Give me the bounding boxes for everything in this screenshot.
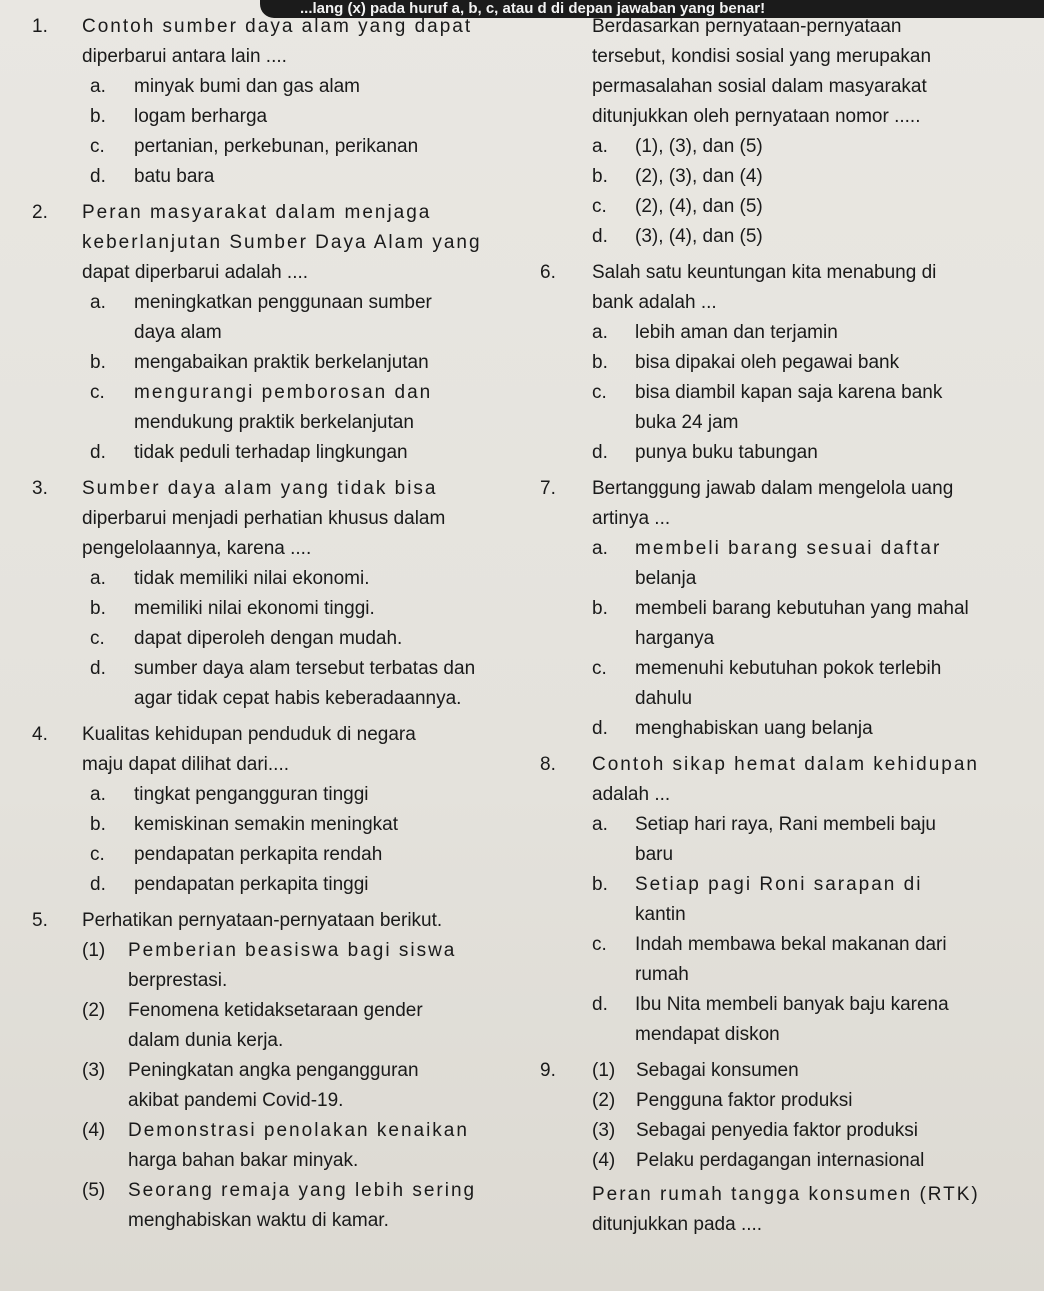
option-b[interactable] bbox=[90, 594, 532, 624]
question-4 bbox=[32, 720, 532, 900]
option-letter: c. bbox=[592, 196, 607, 217]
option-line: bisa diambil kapan saja karena bank bbox=[635, 382, 943, 403]
option-text bbox=[635, 870, 1040, 930]
instruction-text: ...lang (x) pada huruf a, b, c, atau d di depan jawaban yang benar! bbox=[300, 0, 766, 17]
option-d[interactable] bbox=[592, 714, 1040, 744]
question-number: 6. bbox=[540, 262, 556, 283]
option-c[interactable] bbox=[90, 132, 532, 162]
question-text bbox=[82, 906, 532, 936]
question-text bbox=[592, 12, 1040, 132]
option-text bbox=[134, 288, 532, 348]
option-text bbox=[635, 810, 1040, 870]
option-text bbox=[134, 564, 532, 594]
statement-line: harga bahan bakar minyak. bbox=[128, 1150, 359, 1171]
statement-text bbox=[636, 1056, 1040, 1086]
option-a[interactable] bbox=[592, 534, 1040, 594]
question-line: dapat diperbarui adalah .... bbox=[82, 262, 309, 283]
option-text bbox=[635, 714, 1040, 744]
question-line: maju dapat dilihat dari.... bbox=[82, 754, 290, 775]
question-6 bbox=[540, 258, 1040, 468]
option-line: pendapatan perkapita rendah bbox=[134, 844, 383, 865]
statement-line: Pemberian beasiswa bagi siswa bbox=[128, 940, 457, 961]
option-letter: d. bbox=[592, 226, 608, 247]
option-letter: a. bbox=[592, 814, 608, 835]
question-line: ditunjukkan pada .... bbox=[592, 1214, 763, 1235]
option-line: Ibu Nita membeli banyak baju karena bbox=[635, 994, 949, 1015]
option-text bbox=[134, 840, 532, 870]
option-text bbox=[134, 870, 532, 900]
option-text bbox=[134, 102, 532, 132]
option-line: membeli barang kebutuhan yang mahal bbox=[635, 598, 969, 619]
statement-item bbox=[82, 936, 532, 996]
option-d[interactable] bbox=[90, 162, 532, 192]
option-letter: c. bbox=[592, 658, 607, 679]
option-text bbox=[635, 132, 1040, 162]
option-line: kemiskinan semakin meningkat bbox=[134, 814, 399, 835]
option-a[interactable] bbox=[592, 132, 1040, 162]
option-line: agar tidak cepat habis keberadaannya. bbox=[134, 688, 462, 709]
option-b[interactable] bbox=[592, 162, 1040, 192]
option-d[interactable] bbox=[90, 654, 532, 714]
option-line: pendapatan perkapita tinggi bbox=[134, 874, 369, 895]
statement-item bbox=[592, 1146, 1040, 1176]
option-letter: c. bbox=[90, 844, 105, 865]
statement-line: Fenomena ketidaksetaraan gender bbox=[128, 1000, 423, 1021]
option-letter: d. bbox=[592, 994, 608, 1015]
option-letter: d. bbox=[90, 658, 106, 679]
question-line: Berdasarkan pernyataan-pernyataan bbox=[592, 16, 902, 37]
option-letter: b. bbox=[592, 352, 608, 373]
option-text bbox=[635, 378, 1040, 438]
statement-line: akibat pandemi Covid-19. bbox=[128, 1090, 344, 1111]
option-letter: c. bbox=[90, 382, 105, 403]
option-text bbox=[134, 348, 532, 378]
statement-number: (1) bbox=[82, 940, 106, 961]
option-line: Setiap hari raya, Rani membeli baju bbox=[635, 814, 936, 835]
option-a[interactable] bbox=[592, 318, 1040, 348]
option-letter: b. bbox=[592, 598, 608, 619]
option-text bbox=[635, 192, 1040, 222]
statement-line: menghabiskan waktu di kamar. bbox=[128, 1210, 389, 1231]
option-line: tingkat pengangguran tinggi bbox=[134, 784, 369, 805]
option-text bbox=[134, 810, 532, 840]
option-text bbox=[635, 318, 1040, 348]
question-line: Contoh sumber daya alam yang dapat bbox=[82, 16, 473, 37]
question-line: diperbarui antara lain .... bbox=[82, 46, 287, 67]
option-line: (2), (3), dan (4) bbox=[635, 166, 763, 187]
statement-item bbox=[82, 1056, 532, 1116]
question-7 bbox=[540, 474, 1040, 744]
option-text bbox=[635, 654, 1040, 714]
question-3 bbox=[32, 474, 532, 714]
option-a[interactable] bbox=[592, 810, 1040, 870]
question-number: 3. bbox=[32, 478, 48, 499]
option-text bbox=[134, 624, 532, 654]
question-text bbox=[592, 258, 1040, 318]
option-line: mendapat diskon bbox=[635, 1024, 780, 1045]
option-text bbox=[635, 594, 1040, 654]
option-line: Setiap pagi Roni sarapan di bbox=[635, 874, 923, 895]
option-letter: c. bbox=[90, 136, 105, 157]
question-9 bbox=[540, 1056, 1040, 1240]
statement-number: (3) bbox=[592, 1120, 616, 1141]
option-text bbox=[635, 930, 1040, 990]
statement-number: (3) bbox=[82, 1060, 106, 1081]
option-letter: b. bbox=[90, 352, 106, 373]
option-a[interactable] bbox=[90, 780, 532, 810]
statement-text bbox=[636, 1116, 1040, 1146]
question-line: ditunjukkan oleh pernyataan nomor ..... bbox=[592, 106, 921, 127]
statement-line: Sebagai penyedia faktor produksi bbox=[636, 1120, 919, 1141]
statement-number: (4) bbox=[592, 1150, 616, 1171]
option-line: pertanian, perkebunan, perikanan bbox=[134, 136, 419, 157]
option-line: mengabaikan praktik berkelanjutan bbox=[134, 352, 429, 373]
option-letter: a. bbox=[90, 76, 106, 97]
option-letter: c. bbox=[592, 382, 607, 403]
option-d[interactable] bbox=[90, 438, 532, 468]
statement-text bbox=[636, 1086, 1040, 1116]
option-letter: a. bbox=[592, 136, 608, 157]
statement-text bbox=[128, 1116, 532, 1176]
option-a[interactable] bbox=[90, 288, 532, 348]
statement-number: (1) bbox=[592, 1060, 616, 1081]
option-a[interactable] bbox=[90, 564, 532, 594]
question-number: 7. bbox=[540, 478, 556, 499]
option-c[interactable] bbox=[592, 192, 1040, 222]
question-number: 2. bbox=[32, 202, 48, 223]
option-line: bisa dipakai oleh pegawai bank bbox=[635, 352, 900, 373]
option-letter: a. bbox=[90, 568, 106, 589]
statement-item bbox=[592, 1116, 1040, 1146]
statement-number: (4) bbox=[82, 1120, 106, 1141]
option-text bbox=[134, 654, 532, 714]
option-letter: b. bbox=[90, 814, 106, 835]
option-line: meningkatkan penggunaan sumber bbox=[134, 292, 432, 313]
question-line: pengelolaannya, karena .... bbox=[82, 538, 312, 559]
question-text bbox=[592, 750, 1040, 810]
statement-item bbox=[82, 1116, 532, 1176]
option-c[interactable] bbox=[592, 654, 1040, 714]
option-letter: d. bbox=[90, 166, 106, 187]
option-letter: d. bbox=[592, 718, 608, 739]
option-letter: d. bbox=[90, 442, 106, 463]
question-line: Peran masyarakat dalam menjaga bbox=[82, 202, 432, 223]
question-number: 9. bbox=[540, 1060, 556, 1081]
statement-line: Pelaku perdagangan internasional bbox=[636, 1150, 925, 1171]
statement-line: Pengguna faktor produksi bbox=[636, 1090, 853, 1111]
option-b[interactable] bbox=[90, 102, 532, 132]
option-line: sumber daya alam tersebut terbatas dan bbox=[134, 658, 476, 679]
question-text bbox=[82, 474, 532, 564]
option-line: memenuhi kebutuhan pokok terlebih bbox=[635, 658, 942, 679]
question-1 bbox=[32, 12, 532, 192]
statement-text bbox=[128, 936, 532, 996]
option-letter: b. bbox=[90, 598, 106, 619]
option-letter: d. bbox=[592, 442, 608, 463]
right-column bbox=[540, 12, 1040, 1240]
option-letter: b. bbox=[592, 166, 608, 187]
question-line: Kualitas kehidupan penduduk di negara bbox=[82, 724, 416, 745]
statement-item bbox=[82, 1176, 532, 1236]
question-line: permasalahan sosial dalam masyarakat bbox=[592, 76, 927, 97]
option-text bbox=[635, 438, 1040, 468]
option-line: mendukung praktik berkelanjutan bbox=[134, 412, 414, 433]
option-line: tidak peduli terhadap lingkungan bbox=[134, 442, 408, 463]
statement-line: Sebagai konsumen bbox=[636, 1060, 799, 1081]
option-line: buka 24 jam bbox=[635, 412, 739, 433]
option-line: batu bara bbox=[134, 166, 215, 187]
option-letter: a. bbox=[90, 292, 106, 313]
option-line: tidak memiliki nilai ekonomi. bbox=[134, 568, 370, 589]
option-letter: d. bbox=[90, 874, 106, 895]
statement-line: dalam dunia kerja. bbox=[128, 1030, 284, 1051]
option-line: kantin bbox=[635, 904, 686, 925]
question-5 bbox=[32, 906, 532, 1236]
option-line: dahulu bbox=[635, 688, 693, 709]
option-line: daya alam bbox=[134, 322, 222, 343]
option-letter: b. bbox=[90, 106, 106, 127]
statement-line: berprestasi. bbox=[128, 970, 228, 991]
option-text bbox=[134, 594, 532, 624]
statement-item bbox=[82, 996, 532, 1056]
option-line: baru bbox=[635, 844, 674, 865]
statement-line: Seorang remaja yang lebih sering bbox=[128, 1180, 477, 1201]
option-c[interactable] bbox=[90, 840, 532, 870]
option-letter: a. bbox=[592, 538, 608, 559]
option-line: (1), (3), dan (5) bbox=[635, 136, 763, 157]
statement-line: Peningkatan angka pengangguran bbox=[128, 1060, 419, 1081]
option-c[interactable] bbox=[90, 378, 532, 438]
option-line: (2), (4), dan (5) bbox=[635, 196, 763, 217]
statement-text bbox=[636, 1146, 1040, 1176]
option-text bbox=[635, 348, 1040, 378]
statement-number: (2) bbox=[82, 1000, 106, 1021]
option-letter: c. bbox=[90, 628, 105, 649]
statement-text bbox=[128, 1056, 532, 1116]
question-line: Perhatikan pernyataan-pernyataan berikut. bbox=[82, 910, 443, 931]
option-line: membeli barang sesuai daftar bbox=[635, 538, 942, 559]
statement-item bbox=[592, 1086, 1040, 1116]
option-text bbox=[635, 990, 1040, 1050]
option-b[interactable] bbox=[592, 348, 1040, 378]
option-line: lebih aman dan terjamin bbox=[635, 322, 838, 343]
option-b[interactable] bbox=[592, 594, 1040, 654]
question-line: diperbarui menjadi perhatian khusus dalam bbox=[82, 508, 446, 529]
option-a[interactable] bbox=[90, 72, 532, 102]
question-number: 5. bbox=[32, 910, 48, 931]
option-b[interactable] bbox=[90, 810, 532, 840]
option-c[interactable] bbox=[90, 624, 532, 654]
statement-number: (5) bbox=[82, 1180, 106, 1201]
option-text bbox=[635, 534, 1040, 594]
question-line: Contoh sikap hemat dalam kehidupan bbox=[592, 754, 979, 775]
statement-item bbox=[592, 1056, 1040, 1086]
statement-line: Demonstrasi penolakan kenaikan bbox=[128, 1120, 469, 1141]
option-line: logam berharga bbox=[134, 106, 268, 127]
option-text bbox=[134, 438, 532, 468]
option-letter: b. bbox=[592, 874, 608, 895]
option-text bbox=[134, 780, 532, 810]
question-line: Peran rumah tangga konsumen (RTK) bbox=[592, 1184, 980, 1205]
statement-text bbox=[128, 996, 532, 1056]
question-followup bbox=[592, 1180, 1040, 1240]
question-number: 4. bbox=[32, 724, 48, 745]
option-text bbox=[635, 222, 1040, 252]
question-8 bbox=[540, 750, 1040, 1050]
option-line: Indah membawa bekal makanan dari bbox=[635, 934, 947, 955]
option-d[interactable] bbox=[592, 438, 1040, 468]
question-text bbox=[82, 720, 532, 780]
question-line: tersebut, kondisi sosial yang merupakan bbox=[592, 46, 932, 67]
option-d[interactable] bbox=[90, 870, 532, 900]
option-line: memiliki nilai ekonomi tinggi. bbox=[134, 598, 375, 619]
option-line: mengurangi pemborosan dan bbox=[134, 382, 433, 403]
option-line: harganya bbox=[635, 628, 715, 649]
left-column bbox=[32, 12, 532, 1236]
option-text bbox=[134, 162, 532, 192]
question-text bbox=[592, 474, 1040, 534]
question-number: 1. bbox=[32, 16, 48, 37]
option-line: minyak bumi dan gas alam bbox=[134, 76, 360, 97]
statement-text bbox=[128, 1176, 532, 1236]
question-text bbox=[82, 12, 532, 72]
option-c[interactable] bbox=[592, 378, 1040, 438]
option-d[interactable] bbox=[592, 222, 1040, 252]
option-line: rumah bbox=[635, 964, 689, 985]
statement-number: (2) bbox=[592, 1090, 616, 1111]
question-line: Bertanggung jawab dalam mengelola uang bbox=[592, 478, 954, 499]
option-b[interactable] bbox=[592, 870, 1040, 930]
question-2 bbox=[32, 198, 532, 468]
question-line: bank adalah ... bbox=[592, 292, 717, 313]
option-line: belanja bbox=[635, 568, 697, 589]
option-c[interactable] bbox=[592, 930, 1040, 990]
question-line: Sumber daya alam yang tidak bisa bbox=[82, 478, 438, 499]
option-letter: c. bbox=[592, 934, 607, 955]
option-text bbox=[635, 162, 1040, 192]
question-number: 8. bbox=[540, 754, 556, 775]
question-line: artinya ... bbox=[592, 508, 671, 529]
option-line: menghabiskan uang belanja bbox=[635, 718, 873, 739]
option-text bbox=[134, 378, 532, 438]
question-cont bbox=[540, 12, 1040, 252]
option-line: dapat diperoleh dengan mudah. bbox=[134, 628, 403, 649]
option-text bbox=[134, 132, 532, 162]
option-line: punya buku tabungan bbox=[635, 442, 818, 463]
option-text bbox=[134, 72, 532, 102]
question-text bbox=[82, 198, 532, 288]
option-d[interactable] bbox=[592, 990, 1040, 1050]
question-line: keberlanjutan Sumber Daya Alam yang bbox=[82, 232, 482, 253]
option-letter: a. bbox=[592, 322, 608, 343]
option-line: (3), (4), dan (5) bbox=[635, 226, 763, 247]
option-letter: a. bbox=[90, 784, 106, 805]
question-line: Salah satu keuntungan kita menabung di bbox=[592, 262, 937, 283]
option-b[interactable] bbox=[90, 348, 532, 378]
question-line: adalah ... bbox=[592, 784, 671, 805]
